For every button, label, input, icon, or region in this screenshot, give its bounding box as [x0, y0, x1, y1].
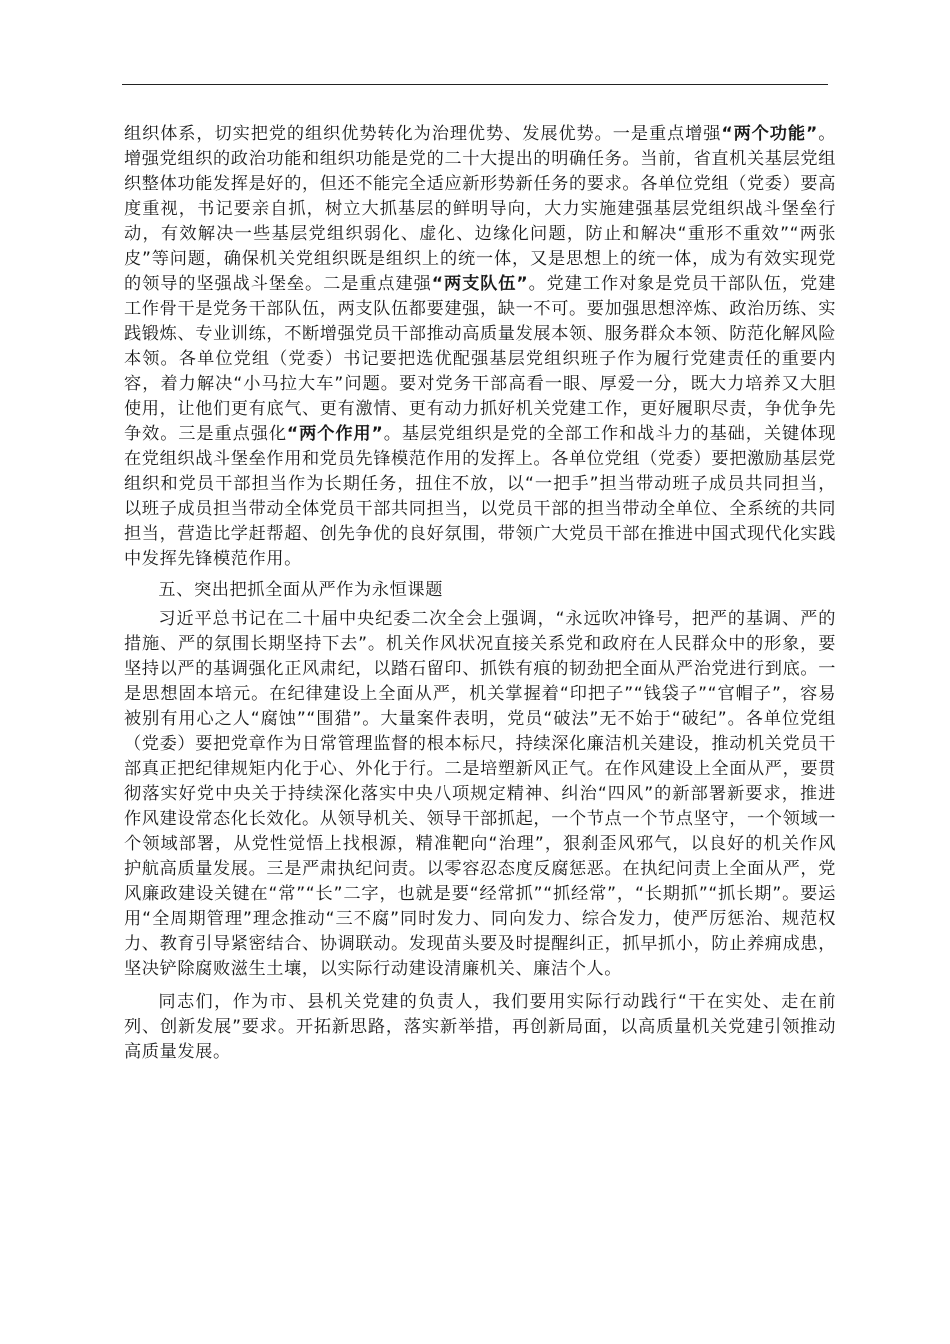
text-run: 组织体系，切实把党的组织优势转化为治理优势、发展优势。一是重点增强 [124, 124, 722, 144]
section-heading-five: 五、突出把抓全面从严作为永恒课题 [158, 580, 443, 600]
header-rule [122, 84, 828, 85]
paragraph-organization-system [124, 122, 836, 572]
text-run: 。增强党组织的政治功能和组织功能是党的二十大提出的明确任务。当前，省直机关基层党组织整体功能发挥是好的，但还不能完全适应新形势新任务的要求。各单位党组（党委）要高度重视，书记要亲自抓，树立大抓基层的鲜明导向，大力实施建强基层党组织战斗堡垒行动，有效解决一些基层党组织弱化、虚化、边缘化问题，防止和解决“重形不重效”“两张皮”等问题，确保机关党组织既是组织上的统一体，又是思想上的统一体，成为有效实现党的领导的坚强战斗堡垒。二是重点建强 [124, 124, 836, 294]
emphasis-two-functions: “两个功能” [721, 124, 818, 144]
paragraph-strict-governance: 习近平总书记在二十届中央纪委二次全会上强调，“永远吹冲锋号，把严的基调、严的措施、严的氛围长期坚持下去”。机关作风状况直接关系党和政府在人民群众中的形象，要坚持以严的基调强化正风肃纪，以踏石留印、抓铁有痕的韧劲把全面从严治党进行到底。一是思想固本培元。在纪律建设上全面从严，机关掌握着“印把子”“钱袋子”“官帽子”，容易被别有用心之人“腐蚀”“围猎”。大量案件表明，党员“破法”无不始于“破纪”。各单位党组（党委）要把党章作为日常管理监督的根本标尺，持续深化廉洁机关建设，推动机关党员干部真正把纪律规矩内化于心、外化于行。二是培塑新风正气。在作风建设上全面从严，要贯彻落实好党中央关于持续深化落实中央八项规定精神、纠治“四风”的新部署新要求，推进作风建设常态化长效化。从领导机关、领导干部抓起，一个节点一个节点坚守，一个领域一个领域部署，从党性觉悟上找根源，精准靶向“治理”，狠刹歪风邪气，以良好的机关作风护航高质量发展。三是严肃执纪问责。以零容忍态度反腐惩恶。在执纪问责上全面从严，党风廉政建设关键在“常”“长”二字，也就是要“经常抓”“抓经常”，“长期抓”“抓长期”。要运用“全周期管理”理念推动“三不腐”同时发力、同向发力、综合发力，使严厉惩治、规范权力、教育引导紧密结合、协调联动。发现苗头要及时提醒纠正，抓早抓小，防止养痈成患，坚决铲除腐败滋生土壤，以实际行动建设清廉机关、廉洁个人。 [124, 609, 836, 979]
document-body [124, 122, 836, 1065]
text-run: 。基层党组织是党的全部工作和战斗力的基础，关键体现在党组织战斗堡垒作用和党员先锋模范作用的发挥上。各单位党组（党委）要把激励基层党组织和党员干部担当作为长期任务，扭住不放，以“一把手”担当带动班子成员共同担当，以班子成员担当带动全体党员干部共同担当，以党员干部的担当带动全单位、全系统的共同担当，营造比学赶帮超、创先争优的良好氛围，带领广大党员干部在推进中国式现代化实践中发挥先锋模范作用。 [124, 424, 836, 569]
text-run: 。党建工作对象是党员干部队伍，党建工作骨干是党务干部队伍，两支队伍都要建强，缺一不可。要加强思想淬炼、政治历练、实践锻炼、专业训练，不断增强党员干部推动高质量发展本领、服务群众本领、防范化解风险本领。各单位党组（党委）书记要把选优配强基层党组织班子作为履行党建责任的重要内容，着力解决“小马拉大车”问题。要对党务干部高看一眼、厚爱一分，既大力培养又大胆使用，让他们更有底气、更有激情、更有动力抓好机关党建工作，更好履职尽责，争优争先争效。三是重点强化 [124, 274, 837, 444]
paragraph-closing: 同志们，作为市、县机关党建的负责人，我们要用实际行动践行“干在实处、走在前列、创新发展”要求。开拓新思路，落实新举措，再创新局面，以高质量机关党建引领推动高质量发展。 [124, 992, 836, 1062]
emphasis-two-roles: “两个作用” [286, 424, 384, 444]
emphasis-two-teams: “两支队伍” [431, 274, 529, 294]
